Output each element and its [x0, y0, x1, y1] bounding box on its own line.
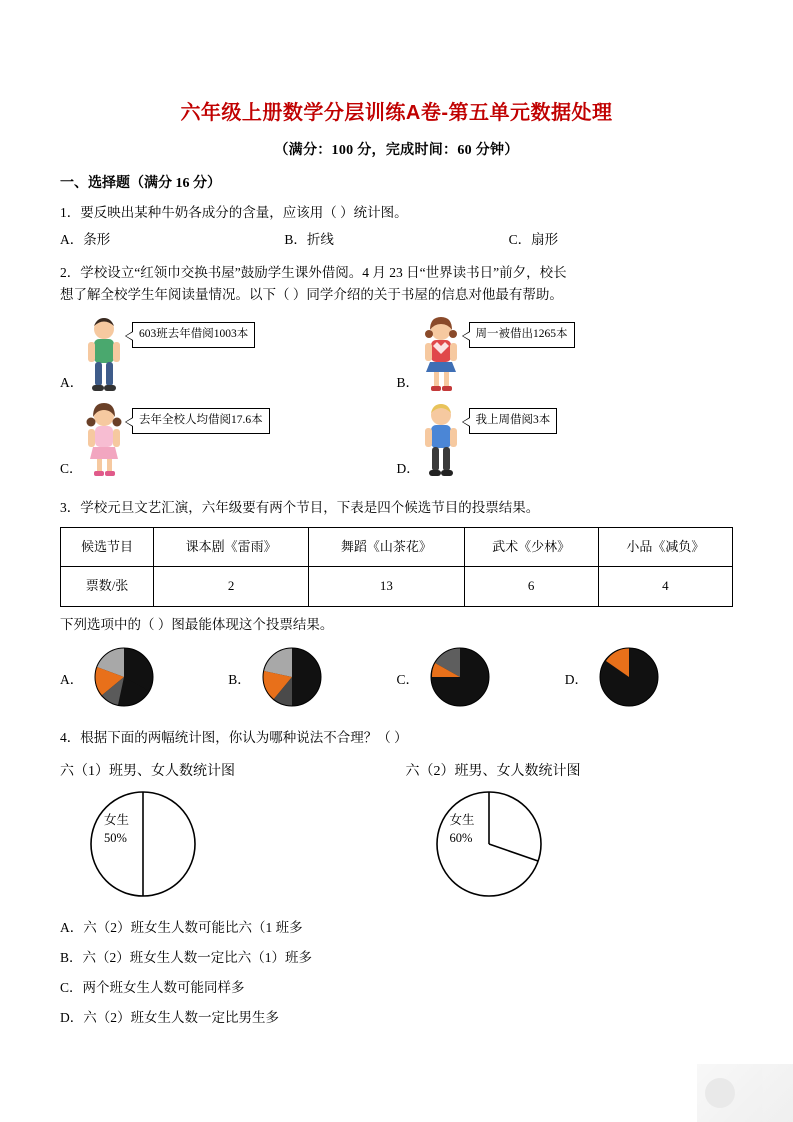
table-row-values: [61, 567, 733, 606]
table-value-4: 4: [598, 567, 732, 606]
question-4-chart-titles: [60, 761, 733, 783]
chart-title-class1: 六（1）班男、女人数统计图: [60, 764, 235, 780]
q2-option-d-label: D．: [396, 461, 420, 477]
table-col-3: 武术《少林》: [464, 528, 598, 567]
table-col-2: 舞蹈《山茶花》: [309, 528, 464, 567]
kids-row-bottom: [60, 402, 733, 484]
q3-option-b[interactable]: [228, 646, 396, 715]
question-1-text: 1．要反映出某种牛奶各成分的含量，应该用（ ）统计图。: [60, 204, 408, 220]
q2-option-a[interactable]: [60, 316, 397, 398]
question-4-text: 4．根据下面的两幅统计图，你认为哪种说法不合理？（ ）: [60, 730, 408, 746]
pie-chart-b-icon: [261, 646, 323, 715]
question-3-pie-options: [60, 646, 733, 715]
q2-option-b-bubble: 周一被借出1265本: [469, 322, 575, 348]
question-3-text: 3．学校元旦文艺汇演，六年级要有两个节目，下表是四个候选节目的投票结果。: [60, 500, 540, 516]
table-col-4: 小品《减负》: [598, 528, 732, 567]
q1-option-c[interactable]: C．扇形: [508, 231, 559, 247]
worksheet-content: [60, 173, 733, 1029]
q3-option-d-label: D．: [564, 671, 588, 687]
boy-blue-icon: [419, 402, 463, 480]
boy-green-icon: [82, 316, 126, 394]
q2-option-b[interactable]: [397, 316, 734, 398]
question-2-text-line2: 想了解全校学生年阅读量情况。以下（ ）同学介绍的关于书屋的信息对他最有帮助。: [60, 287, 563, 303]
page-subtitle: （满分：100 分，完成时间：60 分钟）: [274, 143, 519, 158]
q3-option-a-label: A．: [60, 671, 84, 687]
q2-option-c[interactable]: [60, 402, 397, 484]
q2-option-a-bubble: 603班去年借阅1003本: [132, 322, 255, 348]
question-2-options: [60, 316, 733, 484]
question-2-text-line1: 2．学校设立“红领巾交换书屋”鼓励学生课外借阅。4 月 23 日“世界读书日”前夕，校长: [60, 264, 567, 280]
pie-chart-class1: [60, 789, 388, 909]
table-row-header: [61, 528, 733, 567]
table-value-1: 2: [154, 567, 309, 606]
table-row-header-label: 候选节目: [61, 528, 154, 567]
pie-class1-label: 女生: [104, 813, 130, 828]
q4-option-d[interactable]: D．六（2）班女生人数一定比男生多: [60, 1009, 279, 1025]
table-value-3: 6: [464, 567, 598, 606]
q2-option-c-label: C．: [60, 461, 83, 477]
footer-watermark: [697, 1064, 793, 1122]
pie-class1-percent: 50%: [104, 831, 127, 846]
q3-option-c[interactable]: [397, 646, 565, 715]
q3-option-c-label: C．: [396, 671, 420, 687]
q2-option-c-bubble: 去年全校人均借阅17.6本: [132, 408, 270, 434]
q2-option-b-label: B．: [396, 375, 420, 391]
girl-pink-icon: [82, 402, 126, 480]
q2-option-d-bubble: 我上周借阅3本: [469, 408, 558, 434]
q3-option-d[interactable]: [565, 646, 733, 715]
q4-option-b[interactable]: B．六（2）班女生人数一定比六（1）班多: [60, 949, 313, 965]
girl-red-icon: [419, 316, 463, 394]
section-heading-choice: 一、选择题（满分 16 分）: [60, 176, 221, 191]
q4-option-a[interactable]: A．六（2）班女生人数可能比六（1 班多: [60, 920, 303, 936]
pie-chart-d-icon: [598, 646, 660, 715]
table-value-2: 13: [309, 567, 464, 606]
table-col-1: 课本剧《雷雨》: [154, 528, 309, 567]
q3-option-b-label: B．: [228, 671, 251, 687]
pie-chart-class2: [388, 789, 734, 909]
pie-class2-label: 女生: [449, 813, 475, 828]
page-title: 六年级上册数学分层训练A卷-第五单元数据处理: [180, 102, 613, 124]
q2-option-a-label: A．: [60, 375, 84, 391]
vote-result-table: [60, 527, 733, 606]
question-1-options: [60, 230, 733, 251]
chart-title-class2: 六（2）班男、女人数统计图: [405, 764, 581, 780]
q4-option-c[interactable]: C．两个班女生人数可能同样多: [60, 979, 245, 995]
q3-option-a[interactable]: [60, 646, 228, 715]
question-4-charts: [60, 789, 733, 909]
pie-chart-a-icon: [93, 646, 155, 715]
table-row-values-label: 票数/张: [61, 567, 154, 606]
question-4-options: [60, 918, 733, 1029]
pie-chart-c-icon: [429, 646, 491, 715]
q1-option-a[interactable]: A．条形: [60, 231, 111, 247]
q2-option-d[interactable]: [397, 402, 734, 484]
kids-row-top: [60, 316, 733, 398]
q1-option-b[interactable]: B．折线: [284, 231, 334, 247]
question-3-followup: 下列选项中的（ ）图最能体现这个投票结果。: [60, 616, 334, 632]
pie-class2-percent: 60%: [449, 831, 473, 846]
